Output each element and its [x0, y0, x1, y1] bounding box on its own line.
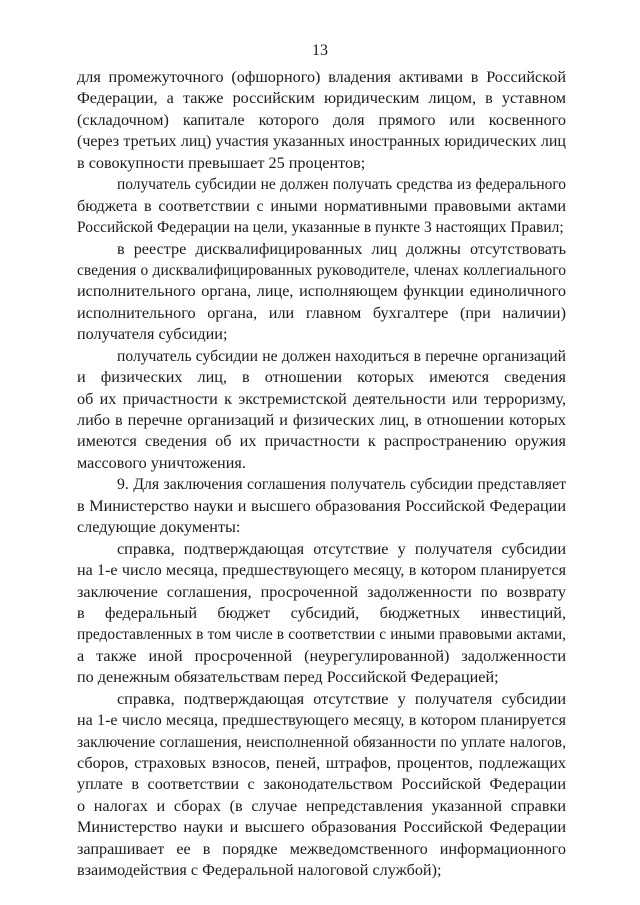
text-line: о налогах и сборах (в случае непредставления указанной справки — [77, 796, 566, 815]
text-line: взаимодействия с Федеральной налоговой службой); — [77, 861, 442, 880]
text-line: заключение соглашения, просроченной задолженности по возврату — [77, 582, 566, 601]
text-line: справка, подтверждающая отсутствие у получателя субсидии — [117, 689, 566, 708]
text-line: либо в перечне организаций и физических лиц, в отношении которых — [77, 411, 566, 429]
text-line: для промежуточного (офшорного) владения активами в Российской — [77, 68, 566, 86]
text-line: бюджета в соответствии с иными нормативными правовыми актами — [77, 196, 566, 215]
text-line: на 1-е число месяца, предшествующего месяцу, в котором планируется — [77, 712, 566, 730]
text-line: и физических лиц, в отношении которых имеются сведения — [77, 368, 566, 387]
text-line: сведения о дисквалифицированных руководителе, членах коллегиального — [77, 261, 566, 279]
text-line: исполнительного органа, или главном бухгалтере (при наличии) — [77, 303, 566, 322]
text-line: запрашивает ее в порядке межведомственного информационного — [77, 839, 566, 858]
text-line: по денежным обязательствам перед Российской Федерацией; — [77, 668, 499, 687]
text-line: получатель субсидии не должен находиться в перечне организаций — [117, 347, 566, 365]
text-line: а также иной просроченной (неурегулированной) задолженности — [77, 646, 566, 665]
text-line: получатель субсидии не должен получать средства из федерального — [117, 176, 566, 194]
text-line: в реестре дисквалифицированных лиц должны отсутствовать — [117, 239, 566, 258]
text-line: имеются сведения об их причастности к распространению оружия — [77, 432, 566, 451]
text-line: в совокупности превышает 25 процентов; — [77, 153, 366, 172]
text-line: об их причастности к экстремистской деятельности или терроризму, — [77, 389, 566, 408]
text-line: (складочном) капитале которого доля прямого или косвенного — [77, 110, 566, 129]
text-line: на 1-е число месяца, предшествующего месяцу, в котором планируется — [77, 562, 566, 580]
text-line: в Министерство науки и высшего образования Российской Федерации — [77, 496, 566, 515]
text-line: Российской Федерации на цели, указанные в пункте 3 настоящих Правил; — [77, 219, 564, 237]
text-line: в федеральный бюджет субсидий, бюджетных инвестиций, — [77, 603, 566, 622]
text-line: Министерство науки и высшего образования Российской Федерации — [77, 818, 566, 837]
text-line: сборов, страховых взносов, пеней, штрафов, процентов, подлежащих — [77, 754, 566, 772]
page-number: 13 — [312, 42, 328, 59]
body-text — [77, 67, 566, 882]
text-line: следующие документы: — [77, 518, 241, 537]
text-line: массового уничтожения. — [77, 453, 246, 472]
text-line: получателя субсидии; — [77, 325, 228, 344]
text-line: справка, подтверждающая отсутствие у получателя субсидии — [117, 539, 566, 558]
text-line: заключение соглашения, неисполненной обязанности по уплате налогов, — [77, 733, 566, 751]
text-line: предоставленных в том числе в соответствии с иными правовыми актами, — [77, 626, 566, 644]
text-line: (через третьих лиц) участия указанных иностранных юридических лиц — [77, 133, 566, 151]
text-line: Федерации, а также российским юридическим лицом, в уставном — [77, 89, 566, 108]
text-line: 9. Для заключения соглашения получатель субсидии представляет — [117, 476, 566, 494]
text-line: уплате в соответствии с законодательством Российской Федерации — [77, 775, 566, 794]
text-line: исполнительного органа, лице, исполняющем функции единоличного — [77, 282, 566, 301]
